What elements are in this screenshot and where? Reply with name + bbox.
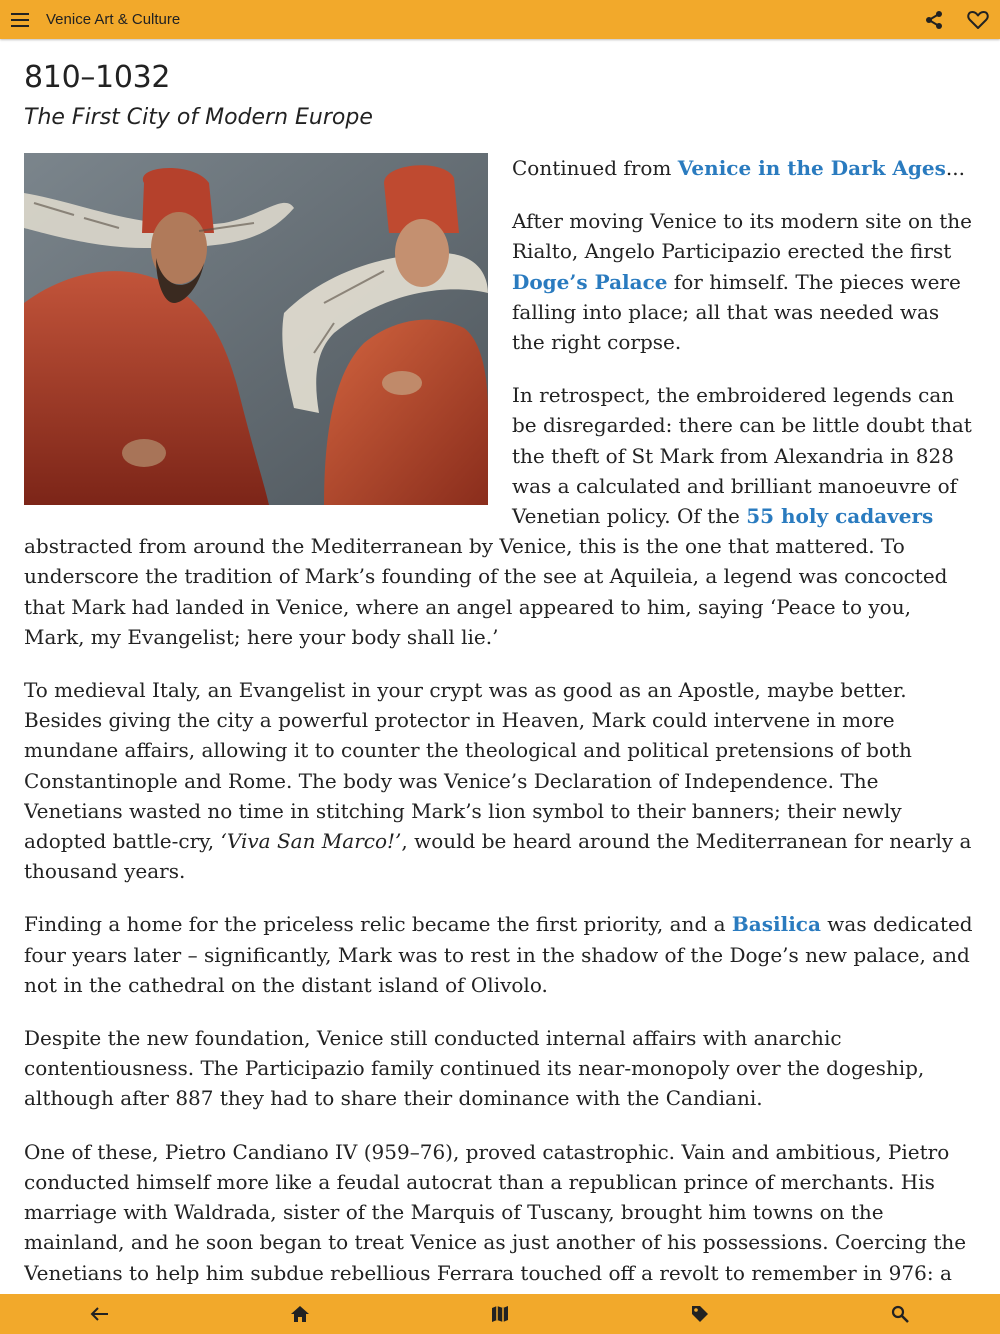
heart-icon [967,10,989,30]
link-holy-cadavers[interactable]: 55 holy cadavers [746,504,934,529]
bottom-nav [0,1294,1000,1334]
map-icon [491,1305,509,1323]
home-button[interactable] [200,1294,400,1334]
paragraph: One of these, Pietro Candiano IV (959–76), proved catastrophic. Vain and ambitious, Pietro conducted himself more like a feudal autocrat than a republican prince of merchants. His marriage with Waldrada, sister of the Marquis of Tuscany, brought him towns on the mainland, and he soon began to treat Venice as just another of his possessions. Coercing the Venetians to help him subdue rebellious Ferrara touched off a revolt to remember in 976: a [24,1139,967,1285]
paragraph: Despite the new foundation, Venice still conducted internal affairs with anarchic contentiousness. The Participazio family continued its near-monopoly over the dogeship, although after 887 they had to share their dominance with the Candiani. [24,1026,925,1111]
paragraph-text: In retrospect, the embroidered legends can be disregarded: there can be little doubt that the theft of St Mark from Alexandria in 828 was a calculated and brilliant manoeuvre of Venetian policy. Of the [512,383,972,529]
share-button[interactable] [912,0,956,39]
paragraph-text: was dedicated four years later – significantly, Mark was to rest in the shadow of the Doge’s new palace, and not in the cathedral on the distant island of Olivolo. [24,912,973,997]
search-icon [891,1305,909,1323]
home-icon [290,1305,310,1323]
map-button[interactable] [400,1294,600,1334]
link-venice-dark-ages[interactable]: Venice in the Dark Ages [677,156,946,180]
paragraph-text: , would be heard around the Mediterranean for nearly a thousand years. [24,829,972,884]
article [24,39,976,1294]
article-image [24,153,488,505]
link-doges-palace[interactable]: Doge’s Palace [512,269,668,294]
share-icon [924,10,944,30]
tag-icon [690,1304,710,1324]
paragraph-text: To medieval Italy, an Evangelist in your crypt was as good as an Apostle, maybe better. Besides giving the city a powerful protector in Heaven, Mark could intervene in more mundane affairs, allowing it to counter the theological and political pretensions of both Constantinople and Rome. The body was Venice’s Declaration of Independence. The Venetians wasted no time in stitching Mark’s lion symbol to their banners; their newly adopted battle-cry, [24,678,912,854]
tags-button[interactable] [600,1294,800,1334]
paragraph-text: Finding a home for the priceless relic became the first priority, and a [24,912,732,937]
paragraph-text: Continued from [512,156,678,180]
paragraph-text: abstracted from around the Mediterranean by Venice, this is the one that mattered. To underscore the tradition of Mark’s founding of the see at Aquileia, a legend was concocted that Mark had landed in Venice, where an angel appeared to him, saying ‘Peace to you, Mark, my Evangelist; here your body shall lie.’ [24,534,948,649]
menu-icon [10,12,30,28]
article-body [24,153,976,1288]
paragraph-text: ... [945,156,965,180]
back-arrow-icon [90,1306,110,1322]
menu-button[interactable] [0,0,40,39]
app-title: Venice Art & Culture [46,11,181,28]
article-subheading: The First City of Modern Europe [24,105,373,130]
battle-cry: ‘Viva San Marco!’ [220,829,402,854]
back-button[interactable] [0,1294,200,1334]
article-heading: 810–1032 [24,60,171,95]
paragraph [24,675,976,886]
favorite-button[interactable] [956,0,1000,39]
app-bar [0,0,1000,39]
paragraph-text: for himself. The pieces were falling into place; all that was needed was the right corpse. [512,269,961,355]
search-button[interactable] [800,1294,1000,1334]
paragraph [24,909,976,1000]
link-basilica[interactable]: Basilica [731,912,821,937]
paragraph-text: After moving Venice to its modern site on the Rialto, Angelo Participazio erected the first [512,209,972,264]
